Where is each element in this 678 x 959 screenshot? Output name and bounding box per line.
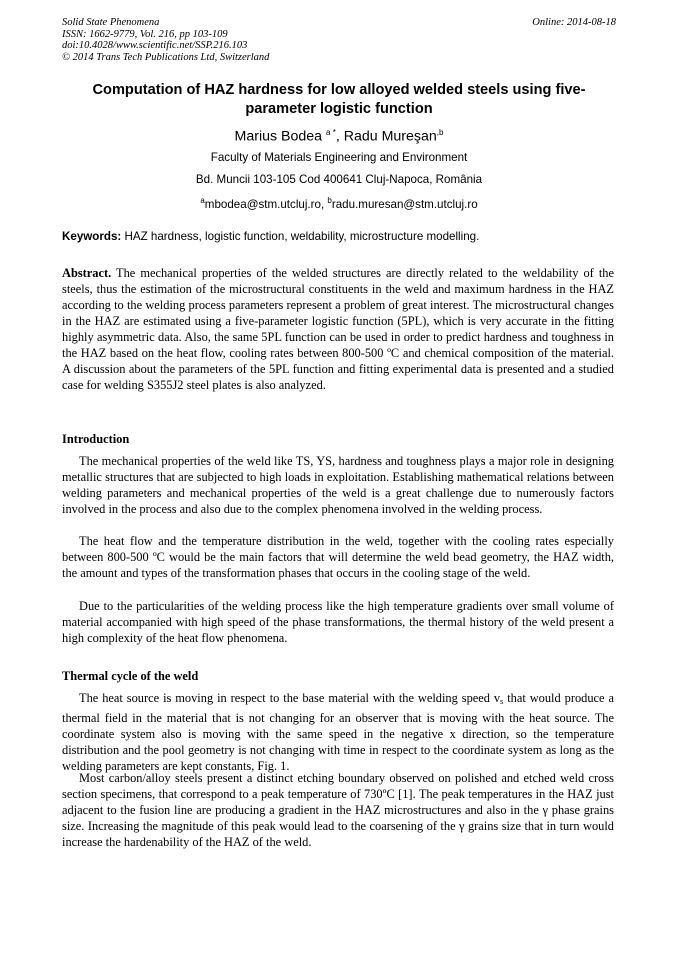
thermal-p1-end: that would produce a thermal field in the material that is not changing for an observer that is moving with the heat source. The coordinate system also is moving with the same speed in the negative x direction, so the temperature distribution and the pool geometry is not changing with time in respect to the coordinate system as long as the welding parameters are kept constants, Fig. 1. [62,691,614,773]
online-date: Online: 2014-08-18 [532,17,616,28]
author-1: Marius Bodea [234,128,323,145]
keywords-label: Keywords: [62,230,122,243]
introduction-heading: Introduction [62,432,130,446]
introduction-paragraph-1: The mechanical properties of the weld like TS, YS, hardness and toughness plays a major role in designing metallic structures that are subjected to high loads in exploitation. Establishing mathematical relations between welding parameters and mechanical properties of the weld is a great challenge due to numerously factors involved in the process and also due to the complex phenomena involved in the welding process. [62,454,614,516]
thermal-p1-start: The heat source is moving in respect to the base material with the welding speed v [79,691,501,705]
thermal-cycle-paragraph-2: Most carbon/alloy steels present a distinct etching boundary observed on polished and etched weld cross section specimens, that correspond to a peak temperature of 730ºC [1]. The peak temperatures in the HAZ just adjacent to the fusion line are producing a gradient in the HAZ microstructures and also in the γ phase grains size. Increasing the magnitude of this peak would lead to the coarsening of the γ grains size that in turn would increase the hardenability of the HAZ of the weld. [62,771,614,849]
thermal-cycle-heading: Thermal cycle of the weld [62,669,199,683]
abstract-text: The mechanical properties of the welded structures are directly related to the weldability of the steels, thus the estimation of the microstructural constituents in the weld and maximum hardness in the HAZ according to the welding process parameters represent a problem of great interest. The microstructural changes in the HAZ are estimated using a five-parameter logistic function (5PL), which is very accurate in the fitting highly asymmetric data. Also, the same 5PL function can be used in order to predict hardness and toughness in the HAZ based on the heat flow, cooling rates between 800-500 ºC and chemical composition of the material. A discussion about the parameters of the 5PL function and fitting experimental data is presented and a studied case for welding S355J2 steel plates is also analyzed. [62,266,614,392]
affiliation-address: Bd. Muncii 103-105 Cod 400641 Cluj-Napoca, România [195,173,483,186]
thermal-cycle-paragraph-1 [62,690,614,774]
keywords [62,230,616,244]
affiliation-faculty: Faculty of Materials Engineering and Environment [210,151,468,164]
keywords-text: HAZ hardness, logistic function, weldability, microstructure modelling. [121,230,480,243]
affiliation-emails [62,194,616,212]
speed-subscript: s [500,697,504,706]
email-a: mbodea@stm.utcluj.ro, [204,197,328,211]
introduction-paragraph-3: Due to the particularities of the welding process like the high temperature gradients over small volume of material accompanied with high speed of the phase transformations, the thermal history of the weld present a high complexity of the heat flow phenomena. [62,599,614,645]
journal-name: Solid State Phenomena [62,17,160,28]
paper-title: Computation of HAZ hardness for low alloyed welded steels using five-parameter logistic function [92,82,586,117]
author-list [62,124,616,146]
email-a-marker: a [200,196,205,205]
journal-issn: ISSN: 1662-9779, Vol. 216, pp 103-109 [62,28,228,40]
author-1-marker: a * [326,128,336,137]
email-b: radu.muresan@stm.utcluj.ro [331,197,478,211]
abstract [62,265,614,393]
email-b-marker: b [327,196,332,205]
author-separator: , [335,128,344,145]
journal-header [62,17,616,63]
journal-doi: doi:10.4028/www.scientific.net/SSP.216.103 [62,40,248,51]
author-2-marker: ,b [436,128,444,137]
author-2: Radu Mureşan [343,128,437,145]
abstract-label: Abstract. [62,266,112,280]
journal-copyright: © 2014 Trans Tech Publications Ltd, Switzerland [62,51,270,63]
introduction-paragraph-2: The heat flow and the temperature distribution in the weld, together with the cooling rates especially between 800-500 ºC would be the main factors that will determine the weld bead geometry, the HAZ width, the amount and types of the transformation phases that occurs in the cooling stage of the weld. [62,534,614,580]
